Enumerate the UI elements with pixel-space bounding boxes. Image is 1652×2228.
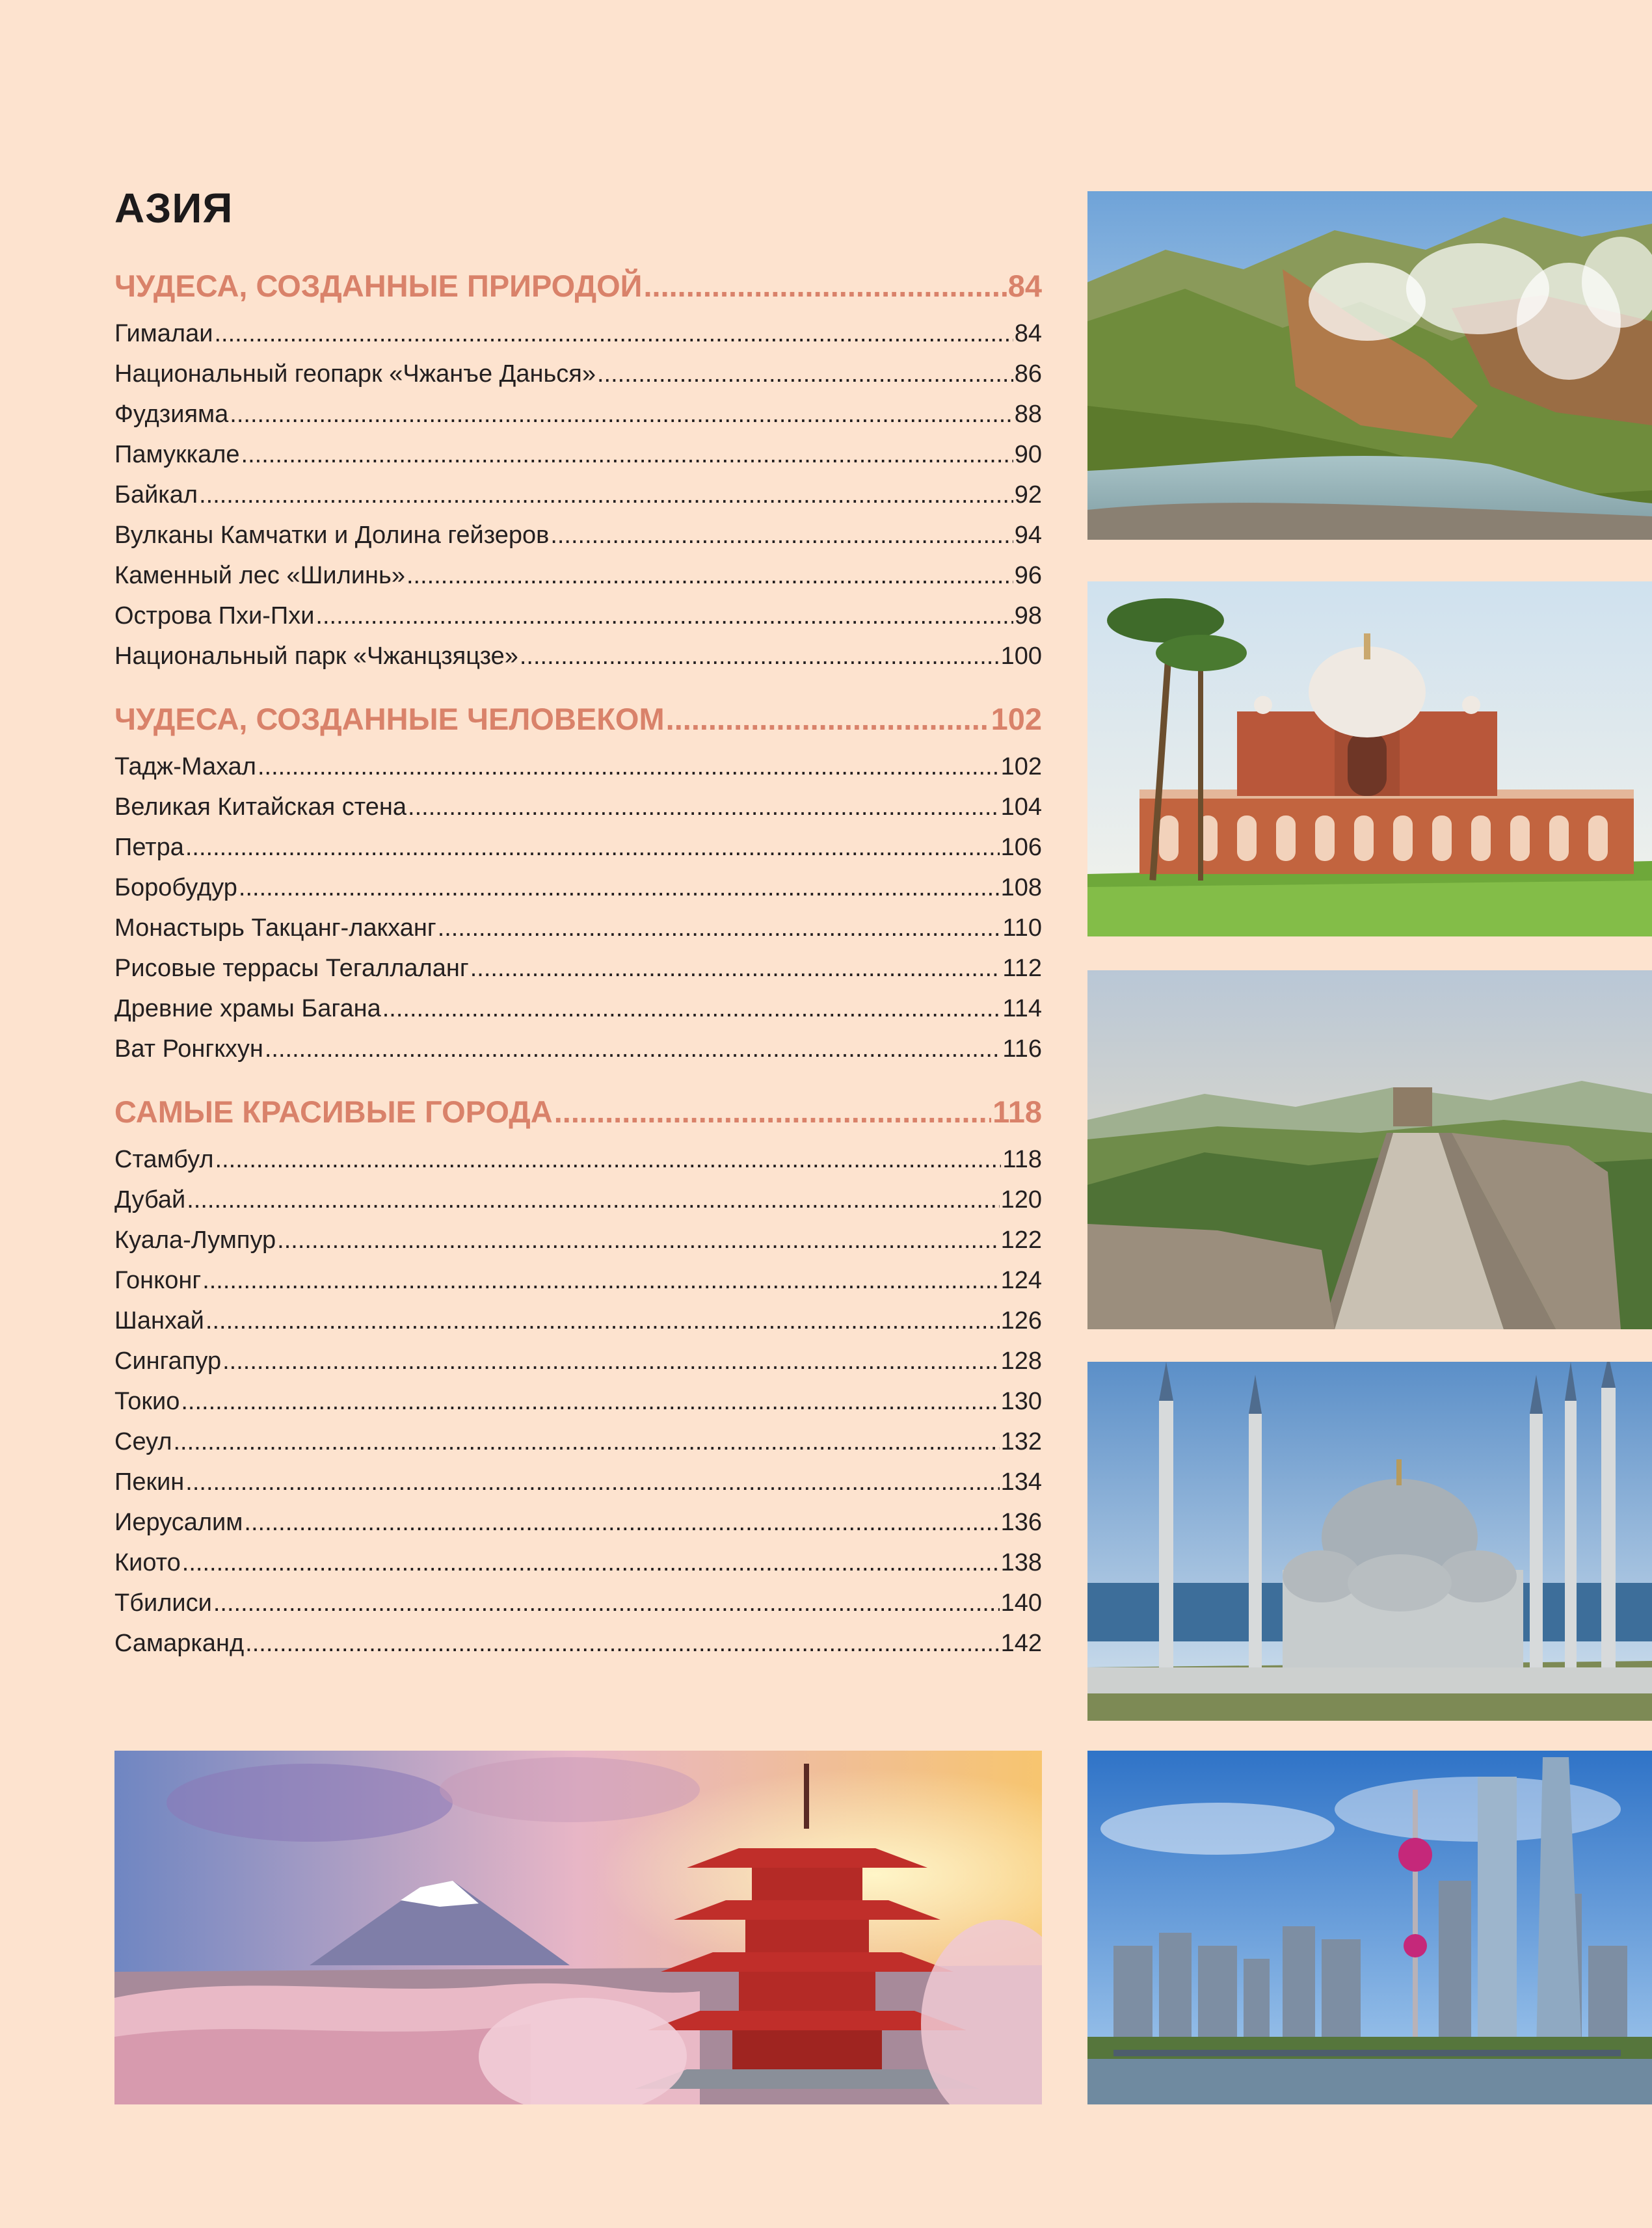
leader-dots	[408, 787, 1000, 827]
entry-title: Гималаи	[114, 320, 213, 347]
entry-title: Монастырь Такцанг-лакханг	[114, 914, 436, 942]
toc-sections	[114, 259, 1042, 1664]
leader-dots	[241, 434, 1013, 475]
toc-entry[interactable]	[114, 313, 1042, 354]
toc-entry[interactable]	[114, 1260, 1042, 1301]
leader-dots	[245, 1623, 999, 1664]
leader-dots	[643, 259, 1006, 313]
toc-section	[114, 259, 1042, 676]
toc-section	[114, 692, 1042, 1069]
blue-mosque-photo	[1087, 1362, 1652, 1721]
entry-page: 142	[1000, 1630, 1042, 1657]
leader-dots	[230, 394, 1013, 434]
entry-title: Куала-Лумпур	[114, 1227, 276, 1254]
entry-title: Фудзияма	[114, 401, 229, 428]
leader-dots	[315, 596, 1013, 636]
section-heading[interactable]	[114, 692, 1042, 747]
entry-title: Каменный лес «Шилинь»	[114, 562, 405, 589]
entry-page: 140	[1000, 1589, 1042, 1617]
toc-entry[interactable]	[114, 948, 1042, 988]
section-page: 84	[1007, 269, 1042, 303]
toc-entry[interactable]	[114, 1301, 1042, 1341]
toc-entry[interactable]	[114, 1462, 1042, 1502]
entry-page: 126	[1000, 1307, 1042, 1334]
leader-dots	[277, 1220, 999, 1260]
toc-entry[interactable]	[114, 908, 1042, 948]
leader-dots	[215, 1139, 1002, 1180]
toc-entry[interactable]	[114, 434, 1042, 475]
entry-page: 136	[1000, 1509, 1042, 1536]
section-title: ЧУДЕСА, СОЗДАННЫЕ ПРИРОДОЙ	[114, 269, 643, 303]
entry-title: Самарканд	[114, 1630, 245, 1657]
toc-entry[interactable]	[114, 555, 1042, 596]
leader-dots	[185, 1462, 999, 1502]
entry-title: Петра	[114, 834, 184, 861]
entry-page: 84	[1014, 320, 1042, 347]
red-mausoleum-photo	[1087, 581, 1652, 936]
section-title: ЧУДЕСА, СОЗДАННЫЕ ЧЕЛОВЕКОМ	[114, 702, 665, 736]
section-title: САМЫЕ КРАСИВЫЕ ГОРОДА	[114, 1094, 553, 1129]
leader-dots	[174, 1422, 1000, 1462]
entry-title: Великая Китайская стена	[114, 793, 407, 821]
leader-dots	[206, 1301, 1000, 1341]
entry-title: Памуккале	[114, 441, 240, 468]
entry-page: 92	[1014, 481, 1042, 509]
leader-dots	[265, 1029, 1002, 1069]
entry-page: 110	[1002, 914, 1042, 942]
entry-page: 108	[1000, 874, 1042, 901]
leader-dots	[214, 313, 1013, 354]
leader-dots	[244, 1502, 999, 1543]
entry-page: 88	[1014, 401, 1042, 428]
entry-page: 98	[1014, 602, 1042, 630]
leader-dots	[222, 1341, 999, 1381]
leader-dots	[550, 515, 1013, 555]
entry-title: Национальный геопарк «Чжанъе Данься»	[114, 360, 596, 388]
leader-dots	[199, 475, 1013, 515]
entry-page: 134	[1000, 1468, 1042, 1496]
toc-entry[interactable]	[114, 1381, 1042, 1422]
entry-title: Рисовые террасы Тегаллаланг	[114, 955, 469, 982]
entry-page: 114	[1002, 995, 1042, 1022]
great-wall-photo	[1087, 970, 1652, 1329]
entry-page: 94	[1014, 522, 1042, 549]
toc-entry[interactable]	[114, 747, 1042, 787]
entry-page: 132	[1000, 1428, 1042, 1455]
entry-page: 96	[1014, 562, 1042, 589]
toc-entry[interactable]	[114, 868, 1042, 908]
entry-page: 90	[1014, 441, 1042, 468]
entry-page: 86	[1014, 360, 1042, 388]
leader-dots	[181, 1381, 999, 1422]
toc-entry[interactable]	[114, 1543, 1042, 1583]
entry-title: Токио	[114, 1388, 180, 1415]
leader-dots	[382, 988, 1002, 1029]
entry-title: Сингапур	[114, 1347, 222, 1375]
toc-entry[interactable]	[114, 988, 1042, 1029]
entry-title: Иерусалим	[114, 1509, 243, 1536]
toc-entry[interactable]	[114, 1180, 1042, 1220]
leader-dots	[187, 1180, 999, 1220]
toc-entry[interactable]	[114, 1502, 1042, 1543]
leader-dots	[239, 868, 1000, 908]
leader-dots	[185, 827, 1000, 868]
entry-page: 102	[1000, 753, 1042, 780]
section-page: 102	[991, 702, 1042, 736]
entry-title: Стамбул	[114, 1146, 214, 1173]
entry-page: 138	[1000, 1549, 1042, 1576]
entry-page: 106	[1000, 834, 1042, 861]
entry-title: Байкал	[114, 481, 198, 509]
pagoda-fuji-photo	[114, 1751, 1042, 2104]
toc-section	[114, 1085, 1042, 1664]
entry-title: Гонконг	[114, 1267, 202, 1294]
leader-dots	[666, 692, 990, 747]
entry-page: 104	[1000, 793, 1042, 821]
entry-page: 100	[1000, 643, 1042, 670]
entry-title: Тадж-Махал	[114, 753, 256, 780]
entry-title: Острова Пхи-Пхи	[114, 602, 315, 630]
section-gap	[114, 1069, 1042, 1085]
entry-title: Боробудур	[114, 874, 237, 901]
section-gap	[114, 676, 1042, 692]
entry-page: 118	[1002, 1146, 1042, 1173]
leader-dots	[520, 636, 1000, 676]
section-page: 118	[993, 1094, 1042, 1129]
region-title: АЗИЯ	[114, 185, 233, 232]
shanghai-skyline-photo	[1087, 1751, 1652, 2104]
toc-entry[interactable]	[114, 636, 1042, 676]
toc-entry[interactable]	[114, 787, 1042, 827]
toc-entry[interactable]	[114, 1623, 1042, 1664]
entry-page: 128	[1000, 1347, 1042, 1375]
entry-page: 120	[1000, 1186, 1042, 1213]
entry-title: Шанхай	[114, 1307, 204, 1334]
toc-entry[interactable]	[114, 354, 1042, 394]
entry-title: Сеул	[114, 1428, 172, 1455]
toc-entry[interactable]	[114, 475, 1042, 515]
leader-dots	[258, 747, 1000, 787]
leader-dots	[202, 1260, 999, 1301]
toc-entry[interactable]	[114, 1341, 1042, 1381]
entry-title: Древние храмы Багана	[114, 995, 381, 1022]
leader-dots	[597, 354, 1013, 394]
section-heading[interactable]	[114, 1085, 1042, 1139]
leader-dots	[182, 1543, 1000, 1583]
entry-title: Ват Ронгкхун	[114, 1035, 263, 1063]
toc-entry[interactable]	[114, 394, 1042, 434]
table-of-contents	[114, 182, 1042, 1664]
entry-page: 116	[1002, 1035, 1042, 1063]
entry-title: Киото	[114, 1549, 181, 1576]
entry-title: Тбилиси	[114, 1589, 212, 1617]
toc-entry[interactable]	[114, 515, 1042, 555]
leader-dots	[438, 908, 1002, 948]
entry-page: 122	[1000, 1227, 1042, 1254]
section-heading[interactable]	[114, 259, 1042, 313]
leader-dots	[213, 1583, 1000, 1623]
entry-page: 130	[1000, 1388, 1042, 1415]
toc-entry[interactable]	[114, 827, 1042, 868]
entry-title: Вулканы Камчатки и Долина гейзеров	[114, 522, 550, 549]
toc-entry[interactable]	[114, 1029, 1042, 1069]
geyser-valley-photo	[1087, 191, 1652, 540]
entry-page: 124	[1000, 1267, 1042, 1294]
leader-dots	[406, 555, 1013, 596]
toc-entry[interactable]	[114, 1583, 1042, 1623]
toc-entry[interactable]	[114, 1220, 1042, 1260]
entry-title: Пекин	[114, 1468, 185, 1496]
entry-title: Дубай	[114, 1186, 186, 1213]
entry-title: Национальный парк «Чжанцзяцзе»	[114, 643, 518, 670]
leader-dots	[554, 1085, 991, 1139]
leader-dots	[470, 948, 1002, 988]
toc-entry[interactable]	[114, 1139, 1042, 1180]
toc-entry[interactable]	[114, 596, 1042, 636]
entry-page: 112	[1002, 955, 1042, 982]
toc-entry[interactable]	[114, 1422, 1042, 1462]
